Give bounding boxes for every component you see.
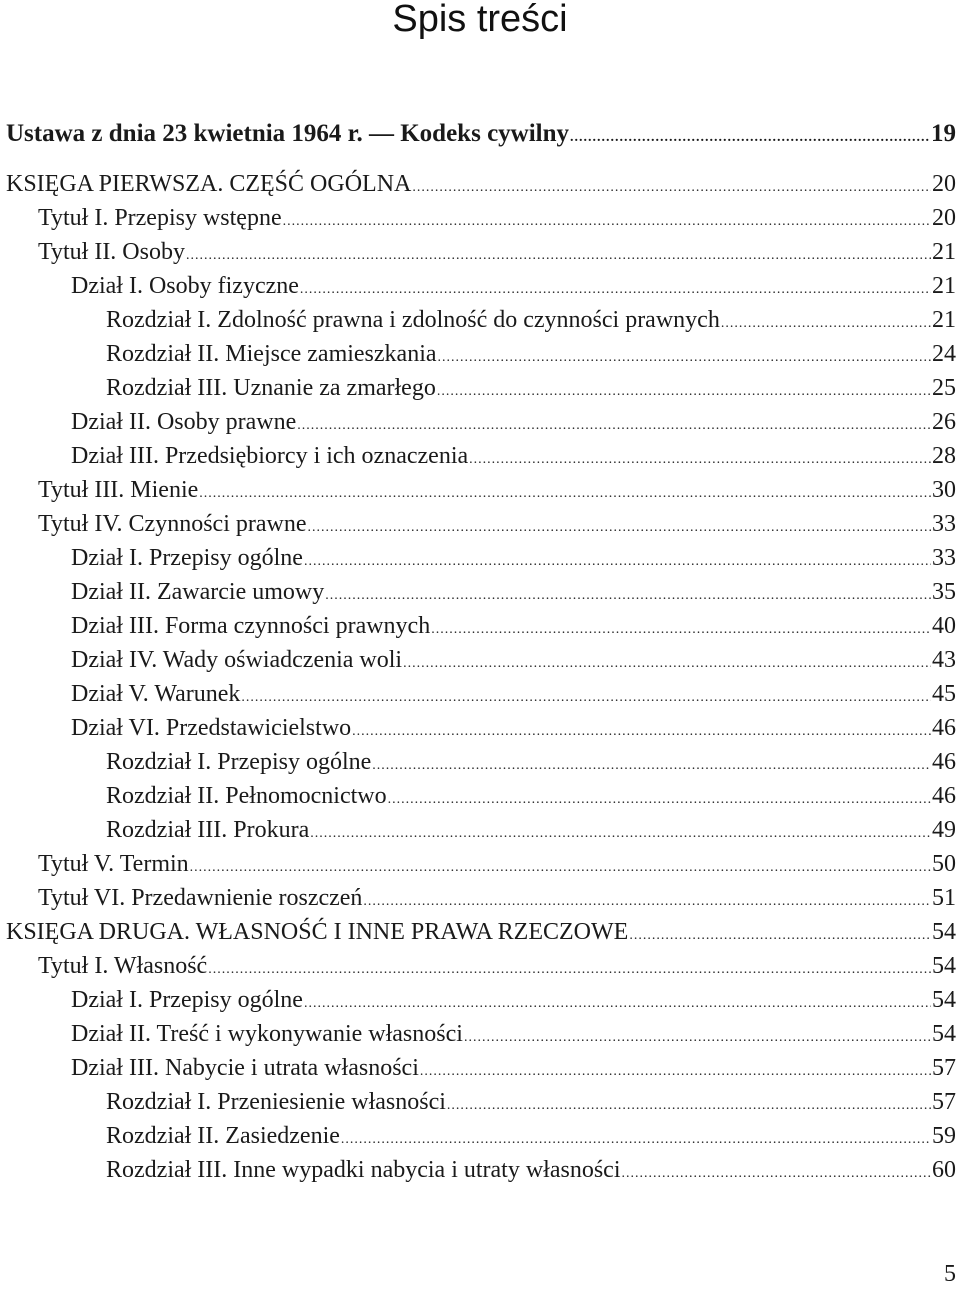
toc-page-number: 35: [932, 579, 956, 605]
toc-entry: [6, 609, 956, 643]
toc-entry: [6, 677, 956, 711]
toc-page-number: 57: [932, 1089, 956, 1115]
leader-dots: [629, 919, 931, 953]
toc-entry: [6, 915, 956, 949]
leader-dots: [469, 443, 931, 477]
toc-entry-title: Tytuł V. Termin: [38, 851, 189, 877]
toc-entry: [6, 643, 956, 677]
toc-page-number: 21: [932, 307, 956, 333]
toc-entry: [6, 473, 956, 507]
leader-dots: [438, 341, 931, 375]
toc-page-number: 33: [932, 511, 956, 537]
toc-entry: [6, 405, 956, 439]
toc-page-number: 20: [932, 171, 956, 197]
leader-dots: [437, 375, 931, 409]
toc-entry-title: Ustawa z dnia 23 kwietnia 1964 r. — Kodeks cywilny: [6, 120, 570, 147]
toc-entry-title: Rozdział III. Inne wypadki nabycia i utraty własności: [106, 1157, 621, 1183]
toc-entry: [6, 371, 956, 405]
toc-page-number: 21: [932, 239, 956, 265]
leader-dots: [372, 749, 931, 783]
leader-dots: [403, 647, 931, 681]
leader-dots: [186, 239, 931, 273]
leader-dots: [304, 545, 931, 579]
toc-entry: [6, 201, 956, 235]
toc-entry: [6, 575, 956, 609]
leader-dots: [241, 681, 931, 715]
leader-dots: [208, 953, 931, 987]
leader-dots: [341, 1123, 931, 1157]
toc-entry-title: Dział VI. Przedstawicielstwo: [71, 715, 352, 741]
leader-dots: [300, 273, 931, 307]
toc-page-number: 21: [932, 273, 956, 299]
toc-entry: [6, 779, 956, 813]
toc-entry: [6, 541, 956, 575]
leader-dots: [412, 171, 931, 205]
leader-dots: [464, 1021, 931, 1055]
toc-entry-title: KSIĘGA DRUGA. WŁASNOŚĆ I INNE PRAWA RZECZOWE: [6, 919, 629, 945]
leader-dots: [283, 205, 931, 239]
toc-page-number: 26: [932, 409, 956, 435]
toc-page-number: 54: [932, 953, 956, 979]
toc-page-number: 46: [932, 749, 956, 775]
leader-dots: [352, 715, 931, 749]
leader-dots: [447, 1089, 931, 1123]
toc-entry-title: Rozdział II. Miejsce zamieszkania: [106, 341, 437, 367]
toc-page-number: 43: [932, 647, 956, 673]
leader-dots: [431, 613, 931, 647]
toc-page-number: 50: [932, 851, 956, 877]
toc-page-number: 30: [932, 477, 956, 503]
toc-entry-title: Tytuł IV. Czynności prawne: [38, 511, 307, 537]
toc-entry-title: Tytuł III. Mienie: [38, 477, 199, 503]
toc-entry-title: Tytuł I. Własność: [38, 953, 208, 979]
toc-entry-title: Dział III. Nabycie i utrata własności: [71, 1055, 419, 1081]
toc-page-number: 33: [932, 545, 956, 571]
leader-dots: [570, 121, 930, 155]
toc-entry: [6, 745, 956, 779]
toc-entry: [6, 1119, 956, 1153]
toc-entry-title: Dział II. Zawarcie umowy: [71, 579, 325, 605]
toc-entry: [6, 847, 956, 881]
toc-entry: [6, 1153, 956, 1187]
toc-entry-title: Dział V. Warunek: [71, 681, 241, 707]
toc-entry: [6, 167, 956, 201]
toc-entry: [6, 507, 956, 541]
leader-dots: [308, 511, 932, 545]
leader-dots: [304, 987, 931, 1021]
toc-entry-title: Dział I. Przepisy ogólne: [71, 545, 303, 571]
toc-page-number: 57: [932, 1055, 956, 1081]
toc-entry-title: Rozdział II. Pełnomocnictwo: [106, 783, 387, 809]
toc-entry-title: Dział III. Forma czynności prawnych: [71, 613, 431, 639]
toc-entry-title: Rozdział III. Prokura: [106, 817, 310, 843]
toc-page-number: 25: [932, 375, 956, 401]
leader-dots: [297, 409, 931, 443]
toc-entry-title: Dział I. Osoby fizyczne: [71, 273, 299, 299]
toc-entry: [6, 235, 956, 269]
toc-entry: [6, 881, 956, 915]
toc-entry-title: Dział IV. Wady oświadczenia woli: [71, 647, 403, 673]
leader-dots: [420, 1055, 931, 1089]
toc-page-number: 46: [932, 715, 956, 741]
leader-dots: [199, 477, 931, 511]
toc-entry-title: Dział II. Osoby prawne: [71, 409, 297, 435]
toc-page-number: 40: [932, 613, 956, 639]
leader-dots: [190, 851, 931, 885]
toc-page-number: 54: [932, 919, 956, 945]
toc-page-number: 45: [932, 681, 956, 707]
toc-page-number: 24: [932, 341, 956, 367]
toc-entry-title: Rozdział I. Zdolność prawna i zdolność do czynności prawnych: [106, 307, 720, 333]
leader-dots: [622, 1157, 932, 1191]
toc-entry: [6, 1017, 956, 1051]
toc-entry-title: Tytuł II. Osoby: [38, 239, 185, 265]
toc-entry: [6, 711, 956, 745]
toc-entry-title: Dział I. Przepisy ogólne: [71, 987, 303, 1013]
toc-entry: [6, 337, 956, 371]
toc-page-number: 28: [932, 443, 956, 469]
leader-dots: [388, 783, 931, 817]
toc-entry-title: Dział II. Treść i wykonywanie własności: [71, 1021, 463, 1047]
toc-entry: [6, 813, 956, 847]
toc-page-number: 54: [932, 1021, 956, 1047]
page-title: Spis treści: [392, 0, 568, 40]
toc-page-number: 51: [932, 885, 956, 911]
page-number: 5: [944, 1261, 956, 1287]
toc-entry-title: Rozdział I. Przeniesienie własności: [106, 1089, 446, 1115]
toc-page-number: 54: [932, 987, 956, 1013]
toc-entry: [6, 983, 956, 1017]
toc-entry-title: Tytuł VI. Przedawnienie roszczeń: [38, 885, 363, 911]
toc-entry: [6, 117, 956, 151]
toc-page-number: 46: [932, 783, 956, 809]
toc-page-number: 19: [931, 120, 956, 147]
toc-entry: [6, 439, 956, 473]
leader-dots: [310, 817, 931, 851]
toc-entry-title: KSIĘGA PIERWSZA. CZĘŚĆ OGÓLNA: [6, 171, 412, 197]
toc-page-number: 49: [932, 817, 956, 843]
toc-entry-title: Dział III. Przedsiębiorcy i ich oznaczenia: [71, 443, 469, 469]
toc-entry: [6, 269, 956, 303]
toc-page-number: 20: [932, 205, 956, 231]
toc-entry-title: Rozdział III. Uznanie za zmarłego: [106, 375, 436, 401]
toc-entry-title: Rozdział I. Przepisy ogólne: [106, 749, 372, 775]
toc-page-number: 59: [932, 1123, 956, 1149]
toc-entry: [6, 949, 956, 983]
leader-dots: [325, 579, 931, 613]
toc-page-number: 60: [932, 1157, 956, 1183]
table-of-contents: [6, 117, 956, 1187]
toc-entry-title: Rozdział II. Zasiedzenie: [106, 1123, 340, 1149]
toc-entry: [6, 1085, 956, 1119]
leader-dots: [721, 307, 931, 341]
leader-dots: [363, 885, 931, 919]
toc-entry-title: Tytuł I. Przepisy wstępne: [38, 205, 282, 231]
toc-entry: [6, 303, 956, 337]
toc-entry: [6, 1051, 956, 1085]
